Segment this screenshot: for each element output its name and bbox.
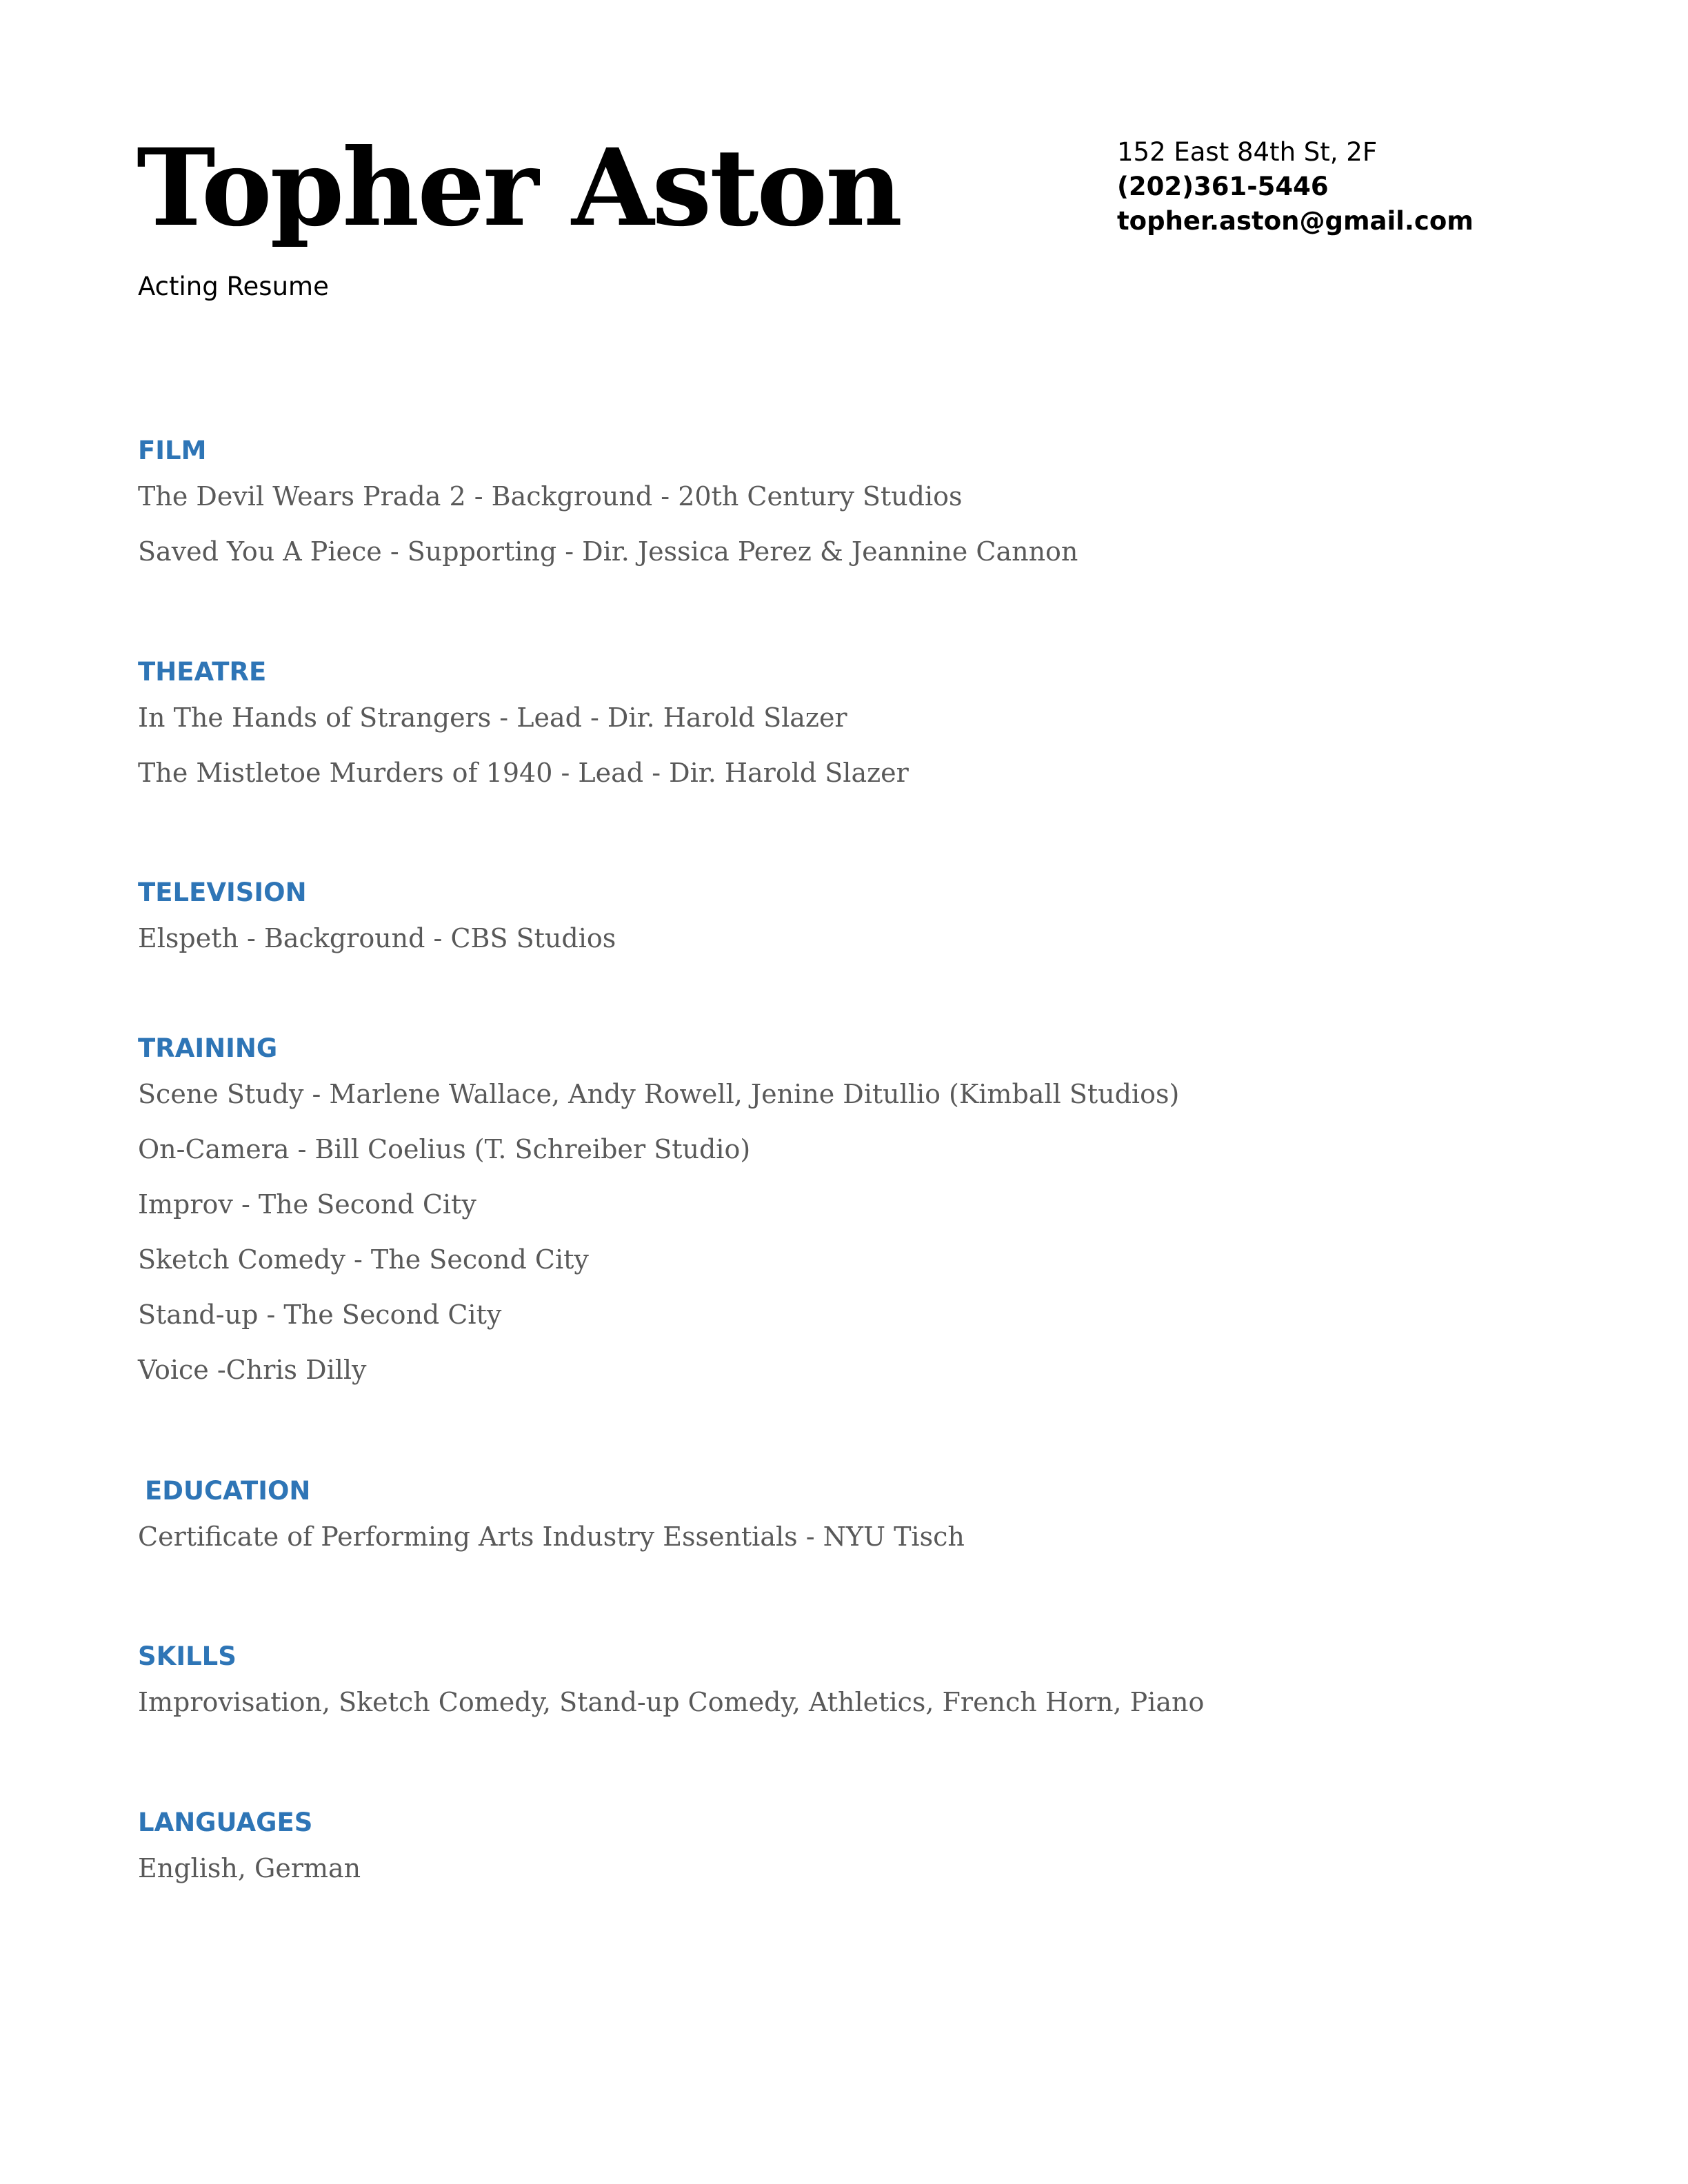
resume-name: Topher Aston (137, 125, 901, 250)
section-list-film (138, 469, 1078, 579)
list-item: Stand-up - The Second City (138, 1300, 502, 1330)
list-item: On-Camera - Bill Coelius (T. Schreiber Studio) (138, 1134, 751, 1164)
section-heading-film: FILM (138, 436, 207, 465)
contact-email: topher.aston@gmail.com (1117, 206, 1474, 236)
list-item: Scene Study - Marlene Wallace, Andy Rowell, Jenine Ditullio (Kimball Studios) (138, 1079, 1180, 1109)
section-list-languages (138, 1841, 361, 1896)
section-heading-training: TRAINING (138, 1033, 278, 1063)
list-item: Saved You A Piece - Supporting - Dir. Jessica Perez & Jeannine Cannon (138, 536, 1078, 567)
list-item: Improv - The Second City (138, 1189, 476, 1220)
list-item: Sketch Comedy - The Second City (138, 1244, 589, 1275)
list-item: The Mistletoe Murders of 1940 - Lead - Dir. Harold Slazer (138, 758, 909, 788)
list-item: Elspeth - Background - CBS Studios (138, 923, 616, 953)
resume-subtitle: Acting Resume (138, 272, 329, 301)
list-item: Voice -Chris Dilly (138, 1355, 367, 1385)
section-list-television (138, 911, 616, 966)
list-item: In The Hands of Strangers - Lead - Dir. Harold Slazer (138, 702, 847, 733)
section-heading-skills: SKILLS (138, 1641, 237, 1671)
section-heading-television: TELEVISION (138, 878, 307, 907)
contact-block (1117, 135, 1474, 239)
list-item: English, German (138, 1853, 361, 1883)
section-list-education (138, 1509, 965, 1564)
list-item: The Devil Wears Prada 2 - Background - 20th Century Studios (138, 481, 963, 512)
list-item: Improvisation, Sketch Comedy, Stand-up Comedy, Athletics, French Horn, Piano (138, 1687, 1205, 1717)
section-list-training (138, 1066, 1179, 1397)
section-heading-theatre: THEATRE (138, 657, 267, 687)
section-heading-education: EDUCATION (145, 1476, 311, 1506)
section-list-theatre (138, 690, 909, 800)
contact-address: 152 East 84th St, 2F (1117, 137, 1378, 167)
section-list-skills (138, 1675, 1204, 1730)
section-heading-languages: LANGUAGES (138, 1808, 313, 1837)
contact-phone: (202)361-5446 (1117, 172, 1329, 201)
list-item: Certificate of Performing Arts Industry Essentials - NYU Tisch (138, 1521, 965, 1552)
